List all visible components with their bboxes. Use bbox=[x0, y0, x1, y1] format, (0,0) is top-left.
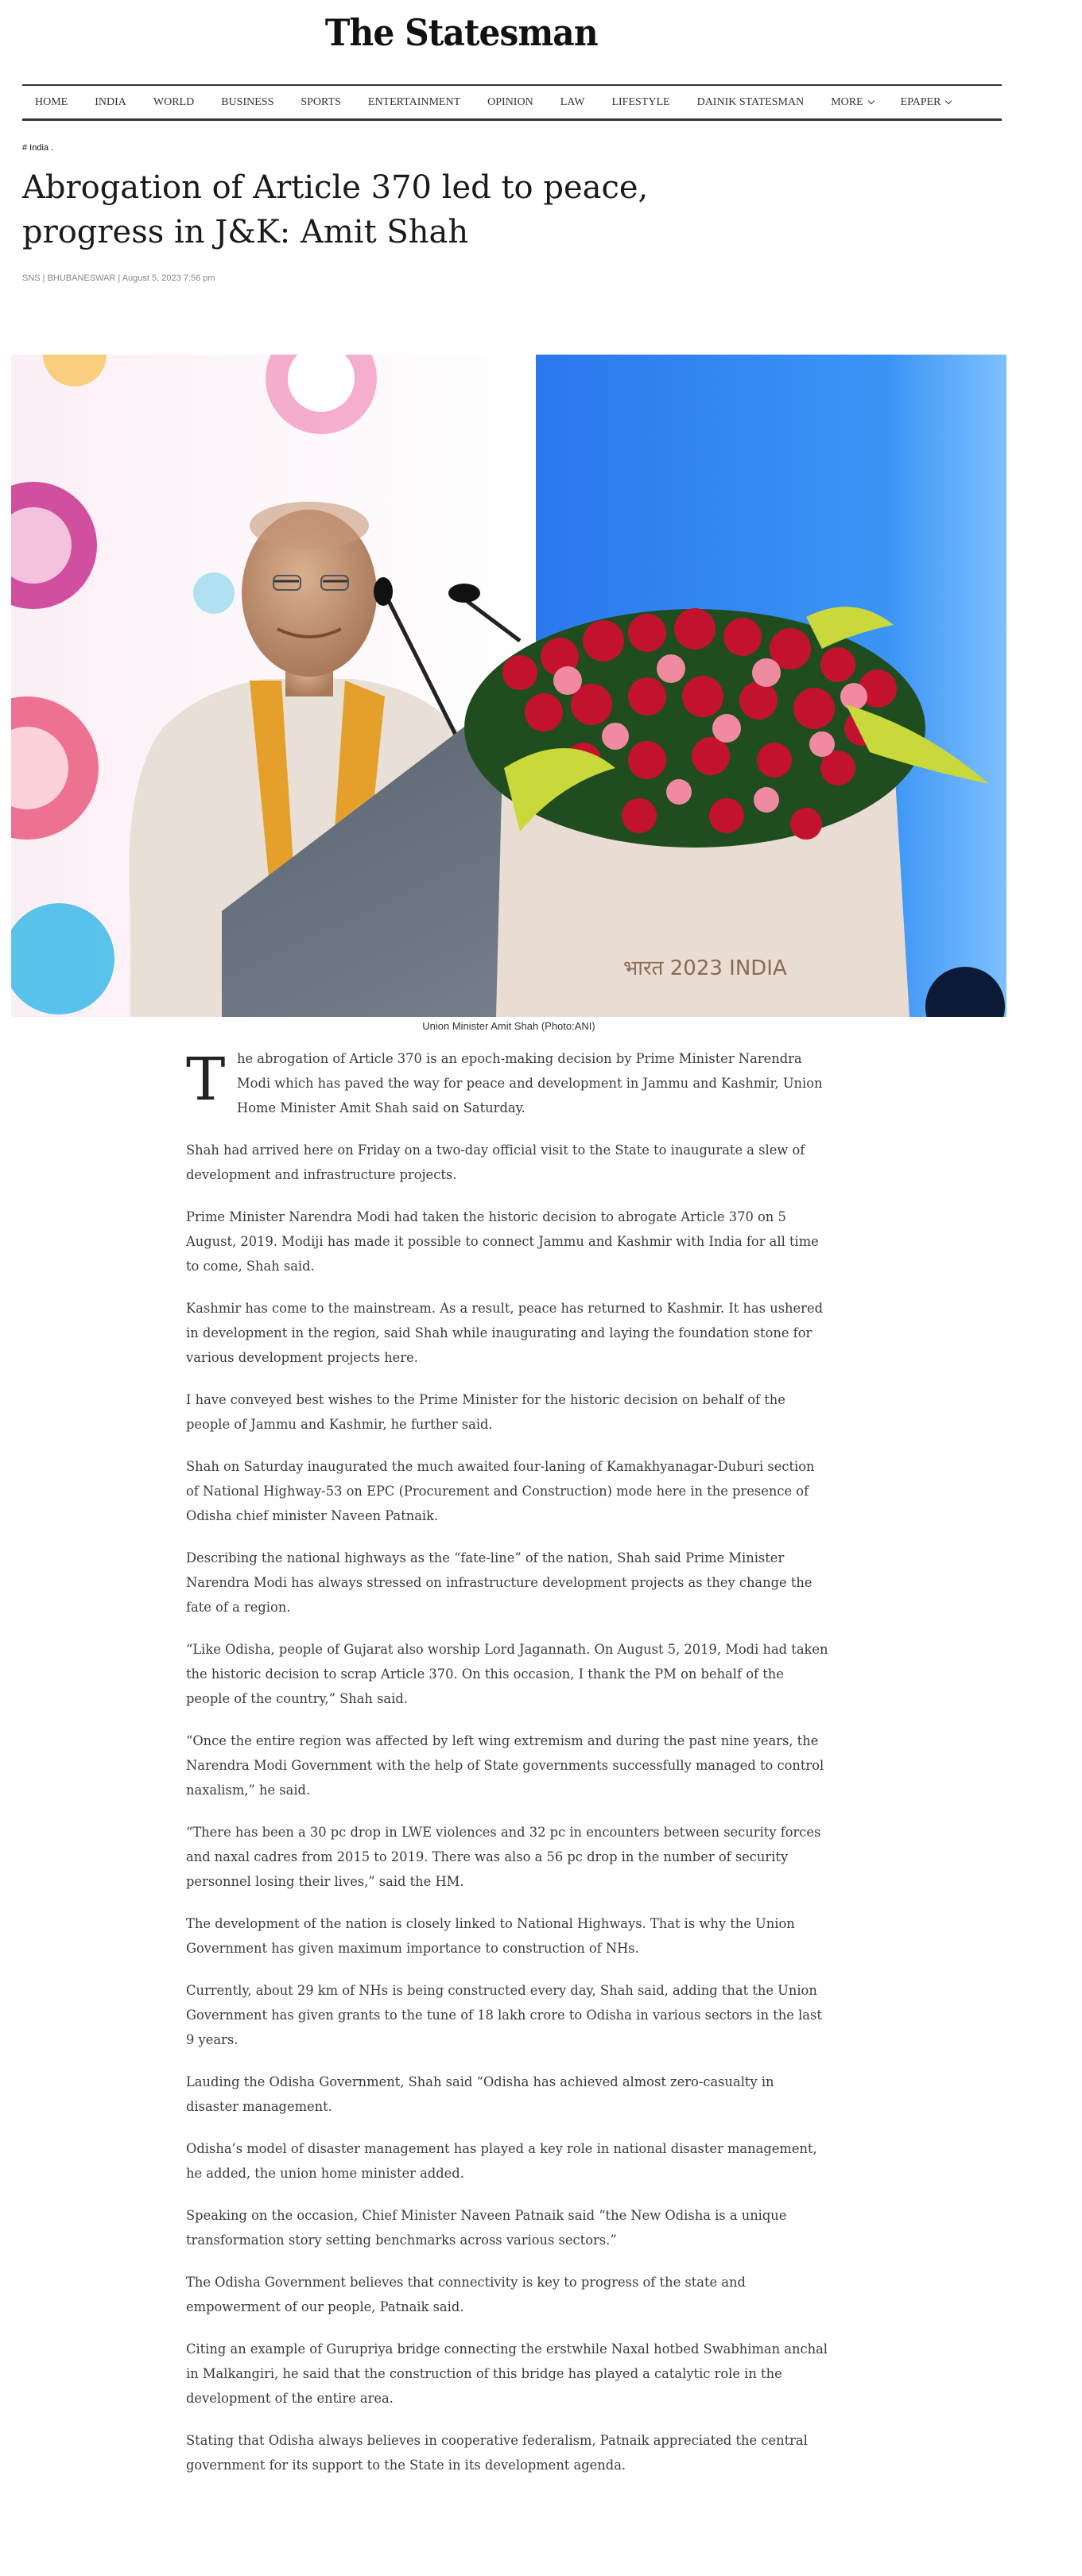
article-paragraph: Kashmir has come to the mainstream. As a result, peace has returned to Kashmir. It has ushered in development in the region, said Shah while inaugurating and laying the foundation stone for various development projects here. bbox=[186, 1301, 824, 1365]
article-paragraph: Citing an example of Gurupriya bridge connecting the erstwhile Naxal hotbed Swabhiman anchal in Malkangiri, he said that the construction of this bridge has played a catalytic role in the development of the entire area. bbox=[186, 2341, 828, 2406]
chevron-down-icon bbox=[945, 97, 952, 103]
drop-cap: T bbox=[186, 1046, 226, 1114]
article-paragraph: Shah on Saturday inaugurated the much awaited four-laning of Kamakhyanagar-Duburi section of National Highway-53 on EPC (Procurement and Construction) mode here in the presence of Odisha chief minister Naveen Patnaik. bbox=[186, 1459, 815, 1523]
article-paragraph: Speaking on the occasion, Chief Minister Naveen Patnaik said “the New Odisha is a unique transformation story setting benchmarks across various sectors.” bbox=[186, 2208, 787, 2248]
main-nav bbox=[22, 84, 1002, 121]
article-body bbox=[186, 1046, 830, 2495]
nav-item-entertainment[interactable]: ENTERTAINMENT bbox=[367, 95, 461, 108]
article-byline: SNS | BHUBANESWAR | August 5, 2023 7:56 pm bbox=[22, 274, 215, 283]
nav-item-dainik-statesman[interactable]: DAINIK STATESMAN bbox=[696, 95, 805, 108]
article-featured-image bbox=[11, 355, 1006, 1017]
nav-item-law[interactable]: LAW bbox=[560, 95, 585, 108]
nav-item-home[interactable]: HOME bbox=[35, 95, 68, 108]
speaker-at-podium-illustration bbox=[11, 355, 1006, 1017]
site-header bbox=[0, 11, 922, 54]
article-paragraph: Lauding the Odisha Government, Shah said “Odisha has achieved almost zero-casualty in disaster management. bbox=[186, 2074, 774, 2114]
breadcrumb bbox=[22, 143, 53, 153]
nav-item-opinion[interactable]: OPINION bbox=[487, 95, 533, 108]
article-lead-paragraph bbox=[186, 1046, 830, 1120]
article-paragraph: The Odisha Government believes that connectivity is key to progress of the state and empowerment of our people, Patnaik said. bbox=[186, 2275, 746, 2314]
podium-logo-text: भारत 2023 INDIA bbox=[623, 956, 787, 980]
article-paragraph: “Once the entire region was affected by left wing extremism and during the past nine years, the Narendra Modi Government with the help of State governments successfully managed to control naxalism,” he said. bbox=[186, 1733, 824, 1798]
nav-item-lifestyle[interactable]: LIFESTYLE bbox=[611, 95, 670, 108]
nav-item-more[interactable] bbox=[831, 96, 873, 109]
article-paragraph: I have conveyed best wishes to the Prime Minister for the historic decision on behalf of the people of Jammu and Kashmir, he further said. bbox=[186, 1392, 785, 1432]
nav-item-sports[interactable]: SPORTS bbox=[301, 95, 341, 108]
article-paragraph: Describing the national highways as the “fate-line” of the nation, Shah said Prime Minister Narendra Modi has always stressed on infrastructure development projects as they change the fate of a region. bbox=[186, 1550, 812, 1615]
breadcrumb-separator: . bbox=[51, 143, 54, 153]
article-paragraph: Currently, about 29 km of NHs is being constructed every day, Shah said, adding that the Union Government has given grants to the tune of 18 lakh crore to Odisha in various sectors in the last 9 years. bbox=[186, 1983, 822, 2047]
nav-item-world[interactable]: WORLD bbox=[153, 95, 195, 108]
nav-item-epaper[interactable] bbox=[901, 96, 952, 109]
nav-epaper-label: EPAPER bbox=[900, 95, 941, 108]
chevron-down-icon bbox=[867, 97, 874, 103]
article-paragraph: Shah had arrived here on Friday on a two-day official visit to the State to inaugurate a slew of development and infrastructure projects. bbox=[186, 1143, 805, 1182]
image-caption: Union Minister Amit Shah (Photo:ANI) bbox=[422, 1020, 595, 1032]
article-paragraph: Stating that Odisha always believes in cooperative federalism, Patnaik appreciated the central government for its support to the State in its development agenda. bbox=[186, 2433, 808, 2473]
breadcrumb-tag-india[interactable]: # India bbox=[22, 143, 49, 153]
article-paragraph: Odisha’s model of disaster management has played a key role in national disaster management, he added, the union home minister added. bbox=[186, 2141, 817, 2181]
article-paragraph: Prime Minister Narendra Modi had taken the historic decision to abrogate Article 370 on 5 August, 2019. Modiji has made it possible to connect Jammu and Kashmir with India for all time to come, Shah said. bbox=[186, 1209, 819, 1274]
nav-item-india[interactable]: INDIA bbox=[95, 95, 126, 108]
nav-more-label: MORE bbox=[831, 95, 863, 108]
site-logo[interactable]: The Statesman bbox=[324, 11, 598, 54]
lead-text: he abrogation of Article 370 is an epoch-making decision by Prime Minister Narendra Modi which has paved the way for peace and development in Jammu and Kashmir, Union Home Minister Amit Shah said on Saturday. bbox=[237, 1051, 823, 1115]
article-paragraph: The development of the nation is closely linked to National Highways. That is why the Union Government has given maximum importance to construction of NHs. bbox=[186, 1916, 795, 1956]
article-paragraph: “There has been a 30 pc drop in LWE violences and 32 pc in encounters between security forces and naxal cadres from 2015 to 2019. There was also a 56 pc drop in the number of security personnel losing their lives,” said the HM. bbox=[186, 1825, 821, 1889]
nav-item-business[interactable]: BUSINESS bbox=[221, 95, 274, 108]
article-paragraph: “Like Odisha, people of Gujarat also worship Lord Jagannath. On August 5, 2019, Modi had taken the historic decision to scrap Article 370. On this occasion, I thank the PM on behalf of the people of the country,” Shah said. bbox=[186, 1642, 828, 1706]
article-headline: Abrogation of Article 370 led to peace, progress in J&K: Amit Shah bbox=[22, 169, 649, 250]
